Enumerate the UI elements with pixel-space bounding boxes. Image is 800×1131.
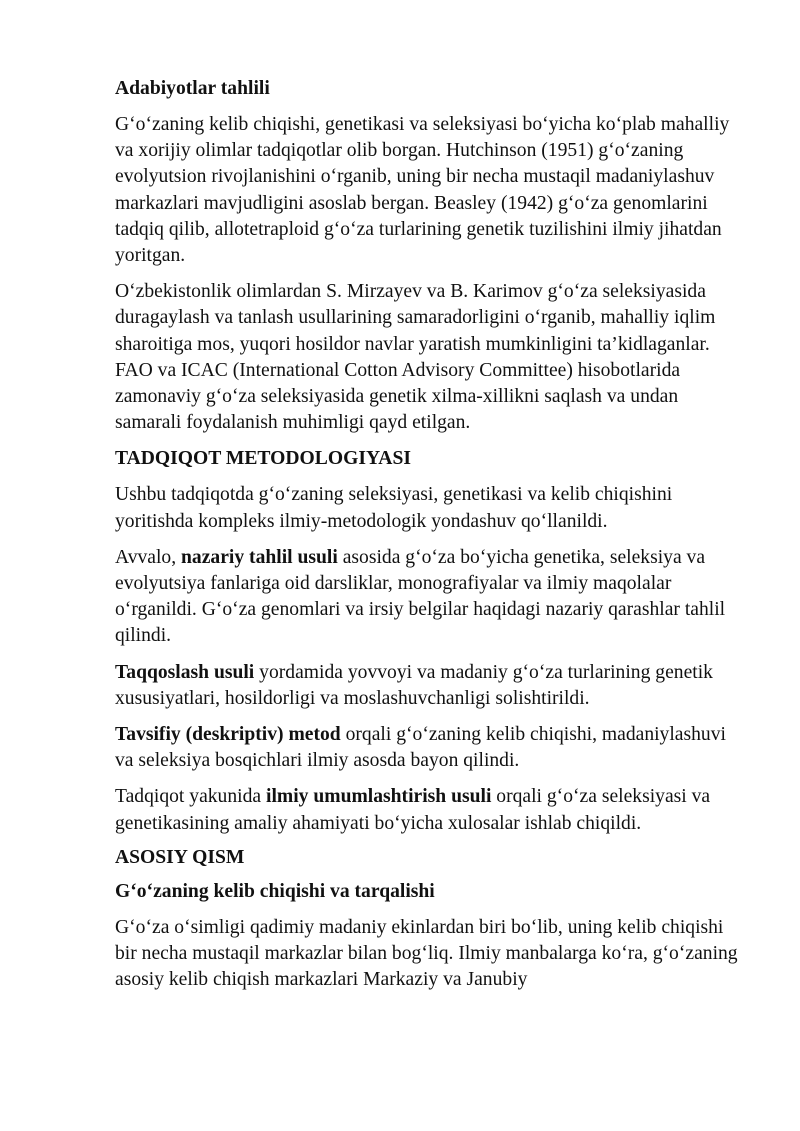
paragraph-methodology-intro: Ushbu tadqiqotda g‘o‘zaning seleksiyasi, genetikasi va kelib chiqishini yoritishda kompleks ilmiy-metodologik yondashuv qo‘llanildi. bbox=[115, 484, 673, 532]
bold-term: Taqqoslash usuli bbox=[115, 661, 255, 683]
text-run: Tadqiqot yakunida bbox=[115, 786, 266, 808]
bold-term: nazariy tahlil usuli bbox=[181, 546, 338, 568]
text-run: orqali g‘o‘zaning kelib chiqishi, madaniylashuvi va seleksiya bosqichlari ilmiy asosda bayon qilindi. bbox=[115, 724, 726, 772]
text-run: yordamida yovvoyi va madaniy g‘o‘za turlarining genetik xususiyatlari, hosildorligi va moslashuvchanligi solishtirildi. bbox=[115, 661, 713, 709]
section-heading-methodology: TADQIQOT METODOLOGIYASI bbox=[115, 448, 411, 470]
paragraph-origin-1: G‘o‘za o‘simligi qadimiy madaniy ekinlardan biri bo‘lib, uning kelib chiqishi bir necha mustaqil markazlar bilan bog‘liq. Ilmiy manbalarga ko‘ra, g‘o‘zaning asosiy kelib chiqish markazlari Markaziy va Janubiy bbox=[115, 916, 738, 991]
document-body bbox=[115, 76, 745, 993]
section-heading-literature: Adabiyotlar tahlili bbox=[115, 78, 270, 99]
text-run: Avvalo, bbox=[115, 546, 182, 568]
paragraph-literature-1: G‘o‘zaning kelib chiqishi, genetikasi va seleksiyasi bo‘yicha ko‘plab mahalliy va xorijiy olimlar tadqiqotlar olib borgan. Hutchinson (1951) g‘o‘zaning evolyutsion rivojlanishini o‘rganib, uning bir necha mustaqil madaniylashuv markazlari mavjudligini asoslab bergan. Beasley (1942) g‘o‘za genomlarini tadqiq qilib, allotetraploid g‘o‘za turlarining genetik tuzilishini ilmiy jihatdan yoritgan. bbox=[115, 114, 730, 267]
bold-term: Tavsifiy (deskriptiv) metod bbox=[115, 724, 341, 746]
paragraph-theoretical-method bbox=[115, 545, 745, 650]
text-run: orqali g‘o‘za seleksiyasi va genetikasining amaliy ahamiyati bo‘yicha xulosalar ishlab chiqildi. bbox=[115, 786, 711, 834]
paragraph-comparison-method bbox=[115, 660, 745, 712]
bold-term: ilmiy umumlashtirish usuli bbox=[266, 786, 492, 808]
paragraph-generalization-method bbox=[115, 784, 745, 836]
paragraph-literature-2: O‘zbekistonlik olimlardan S. Mirzayev va B. Karimov g‘o‘za seleksiyasida duragaylash va tanlash usullarining samaradorligini o‘rganib, mahalliy iqlim sharoitiga mos, yuqori hosildor navlar yaratish mumkinligini ta’kidlaganlar. FAO va ICAC (International Cotton Advisory Committee) hisobotlarida zamonaviy g‘o‘za seleksiyasida genetik xilma-xillikni saqlash va undan samarali foydalanish muhimligi qayd etilgan. bbox=[115, 281, 716, 434]
text-run: asosida g‘o‘za bo‘yicha genetika, seleksiya va evolyutsiya fanlariga oid darsliklar, monografiyalar va ilmiy maqolalar o‘rganildi. G‘o‘za genomlari va irsiy belgilar haqidagi nazariy qarashlar tahlil qilindi. bbox=[115, 546, 726, 647]
subsection-heading-origin: G‘o‘zaning kelib chiqishi va tarqalishi bbox=[115, 880, 435, 902]
section-heading-main: ASOSIY QISM bbox=[115, 846, 245, 868]
paragraph-descriptive-method bbox=[115, 722, 745, 774]
